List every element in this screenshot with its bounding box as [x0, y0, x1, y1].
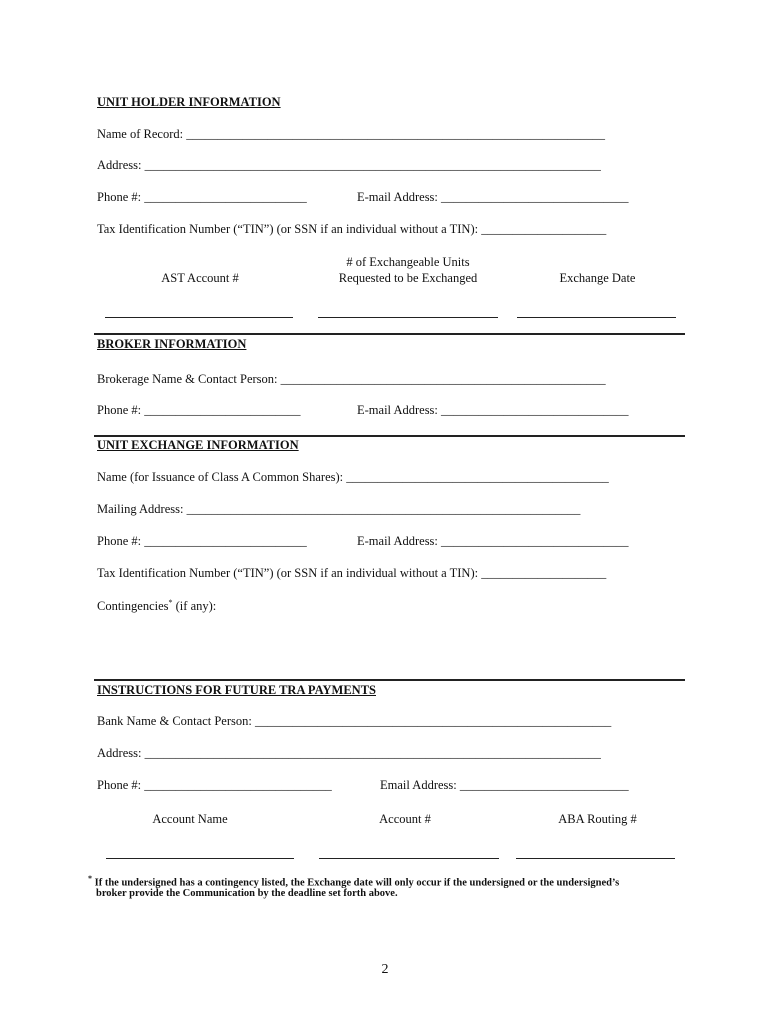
footnote-marker: * [168, 598, 173, 607]
instructions-heading: INSTRUCTIONS FOR FUTURE TRA PAYMENTS [97, 683, 376, 697]
footnote-line1 [88, 874, 619, 889]
address-field[interactable]: Address: _________________________________________________________________________ [97, 158, 601, 172]
bank-email-field[interactable]: Email Address: ___________________________ [380, 778, 629, 792]
aba-routing-input-line[interactable] [516, 858, 675, 859]
contingencies-field[interactable] [97, 598, 216, 614]
exchange-email-field[interactable]: E-mail Address: ______________________________ [357, 534, 629, 548]
section-divider [94, 679, 685, 681]
mailing-address-field[interactable]: Mailing Address: _______________________________________________________________ [97, 502, 581, 516]
bank-phone-field[interactable]: Phone #: ______________________________ [97, 778, 332, 792]
exchange-date-column-label: Exchange Date [559, 271, 636, 285]
name-of-record-field[interactable]: Name of Record: ___________________________________________________________________ [97, 127, 605, 141]
broker-heading: BROKER INFORMATION [97, 337, 247, 351]
section-divider [94, 333, 685, 335]
tin-field[interactable]: Tax Identification Number (“TIN”) (or SSN if an individual without a TIN): ____________________ [97, 222, 607, 236]
unit-exchange-heading: UNIT EXCHANGE INFORMATION [97, 438, 299, 452]
exchange-phone-field[interactable]: Phone #: __________________________ [97, 534, 307, 548]
bank-name-field[interactable]: Bank Name & Contact Person: _________________________________________________________ [97, 714, 612, 728]
exchange-tin-field[interactable]: Tax Identification Number (“TIN”) (or SSN if an individual without a TIN): ____________________ [97, 566, 607, 580]
broker-email-field[interactable]: E-mail Address: ______________________________ [357, 403, 629, 417]
units-input-line[interactable] [318, 317, 498, 318]
account-name-input-line[interactable] [106, 858, 294, 859]
units-column-label-line1: # of Exchangeable Units [346, 255, 470, 269]
name-issuance-field[interactable]: Name (for Issuance of Class A Common Shares): __________________________________________ [97, 470, 609, 484]
broker-phone-field[interactable]: Phone #: _________________________ [97, 403, 301, 417]
exchange-date-input-line[interactable] [517, 317, 676, 318]
account-number-column-label: Account # [379, 812, 431, 826]
account-number-input-line[interactable] [319, 858, 499, 859]
units-column-label-line2: Requested to be Exchanged [338, 271, 478, 285]
footnote-text-2: broker provide the Communication by the deadline set forth above. [96, 888, 398, 899]
phone-field[interactable]: Phone #: __________________________ [97, 190, 307, 204]
ast-account-column-label: AST Account # [161, 271, 239, 285]
page-number: 2 [381, 962, 389, 977]
unit-holder-heading: UNIT HOLDER INFORMATION [97, 95, 281, 109]
email-field[interactable]: E-mail Address: ______________________________ [357, 190, 629, 204]
aba-routing-column-label: ABA Routing # [558, 812, 637, 826]
contingencies-suffix: (if any): [172, 599, 217, 614]
account-name-column-label: Account Name [152, 812, 228, 826]
bank-address-field[interactable]: Address: _________________________________________________________________________ [97, 746, 601, 760]
contingencies-label: Contingencies [97, 599, 169, 614]
ast-account-input-line[interactable] [105, 317, 293, 318]
footnote-text-1: If the undersigned has a contingency listed, the Exchange date will only occur if the undersigned or the undersigned’s [94, 877, 620, 889]
section-divider [94, 435, 685, 437]
brokerage-name-field[interactable]: Brokerage Name & Contact Person: ____________________________________________________ [97, 372, 606, 386]
footnote-marker: * [88, 874, 92, 883]
